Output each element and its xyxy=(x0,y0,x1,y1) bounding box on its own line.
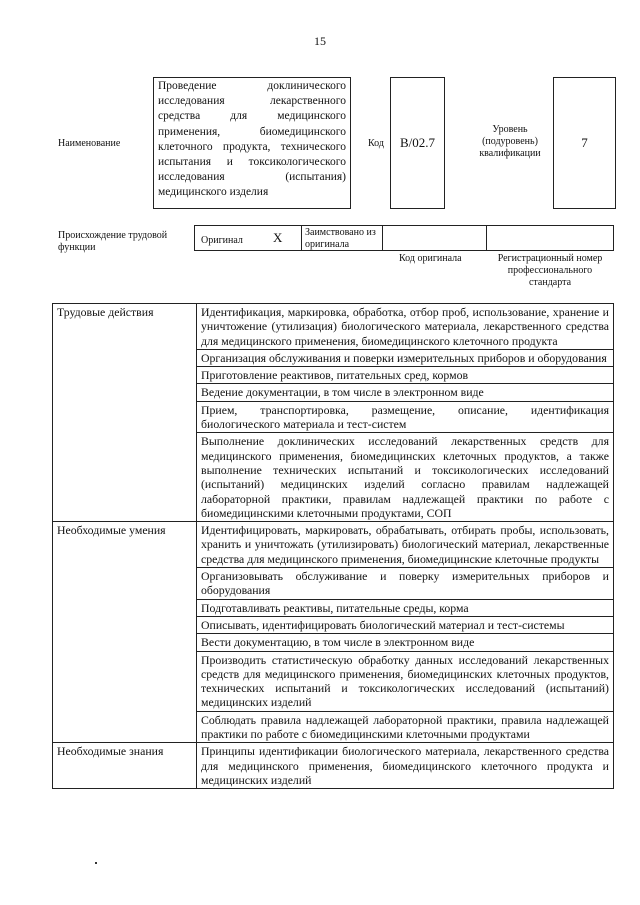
page-number: 15 xyxy=(314,34,326,48)
code-value-cell xyxy=(390,77,445,209)
section-label: Трудовые действия xyxy=(53,304,197,522)
borrowed-label: Заимствовано из оригинала xyxy=(305,227,376,250)
reg-number-caption: Регистрационный номер профессионального стандарта xyxy=(497,253,603,288)
requirements-table xyxy=(52,303,614,789)
code-value: B/02.7 xyxy=(399,135,436,150)
table-row xyxy=(53,743,614,789)
section-label: Необходимые знания xyxy=(53,743,197,789)
table-row xyxy=(53,522,614,568)
name-label: Наименование xyxy=(58,138,121,149)
list-item: Приготовление реактивов, питательных сред, кормов xyxy=(197,367,614,384)
list-item: Организовывать обслуживание и поверку измерительных приборов и оборудования xyxy=(197,568,614,600)
origin-divider-1 xyxy=(301,225,302,251)
level-label: Уровень (подуровень) квалификации xyxy=(479,124,541,159)
list-item: Вести документацию, в том числе в электронном виде xyxy=(197,634,614,651)
list-item: Принципы идентификации биологического материала, лекарственного средства для медицинского применения, биомедицинского клеточного продукта и медицинских изделий xyxy=(197,743,614,789)
list-item: Выполнение доклинических исследований лекарственных средств для медицинского применения, биомедицинских клеточных продуктов, а также выполнение технических испытаний и токсикологических исследований (испытаний) медицинских изделий согласно правилам надлежащей лабораторной практики, правилам надлежащей практики по работе с биомедицинскими клеточными продуктами, СОП xyxy=(197,433,614,522)
scan-dot xyxy=(95,862,97,864)
code-label: Код xyxy=(368,138,384,149)
original-label: Оригинал xyxy=(201,235,243,246)
origin-divider-3 xyxy=(486,225,487,251)
list-item: Прием, транспортировка, размещение, описание, идентификация биологического материала и тест-систем xyxy=(197,401,614,433)
section-label: Необходимые умения xyxy=(53,522,197,743)
name-value: Проведение доклинического исследования лекарственного средства для медицинского применения, биомедицинского клеточного продукта, технического испытания и токсикологического исследования (испытания) медицинского изделия xyxy=(153,77,351,209)
level-value: 7 xyxy=(581,135,588,150)
origin-divider-2 xyxy=(382,225,383,251)
list-item: Идентифицировать, маркировать, обрабатывать, отбирать пробы, использовать, хранить и уничтожать (утилизировать) биологический материал, лекарственные средства для медицинского применения, биомедицинские клеточные продукты xyxy=(197,522,614,568)
list-item: Организация обслуживания и поверки измерительных приборов и оборудования xyxy=(197,349,614,366)
list-item: Подготавливать реактивы, питательные среды, корма xyxy=(197,599,614,616)
list-item: Идентификация, маркировка, обработка, отбор проб, использование, хранение и уничтожение (утилизация) биологического материала, лекарственного средства для медицинского применения, биомедицинского клеточного продукта xyxy=(197,304,614,350)
list-item: Производить статистическую обработку данных исследований лекарственных средств для медицинского применения, биомедицинских клеточных продуктов, технических испытаний и токсикологических исследований (испытаний) медицинских изделий xyxy=(197,651,614,711)
origin-box xyxy=(194,225,614,251)
level-value-cell xyxy=(553,77,616,209)
list-item: Ведение документации, в том числе в электронном виде xyxy=(197,384,614,401)
code-original-caption: Код оригинала xyxy=(399,253,462,264)
list-item: Описывать, идентифицировать биологический материал и тест-системы xyxy=(197,616,614,633)
table-row xyxy=(53,304,614,350)
list-item: Соблюдать правила надлежащей лабораторной практики, правила надлежащей практики по работе с биомедицинскими клеточными продуктами xyxy=(197,711,614,743)
origin-label: Происхождение трудовой функции xyxy=(58,230,168,253)
original-mark: X xyxy=(273,230,283,245)
